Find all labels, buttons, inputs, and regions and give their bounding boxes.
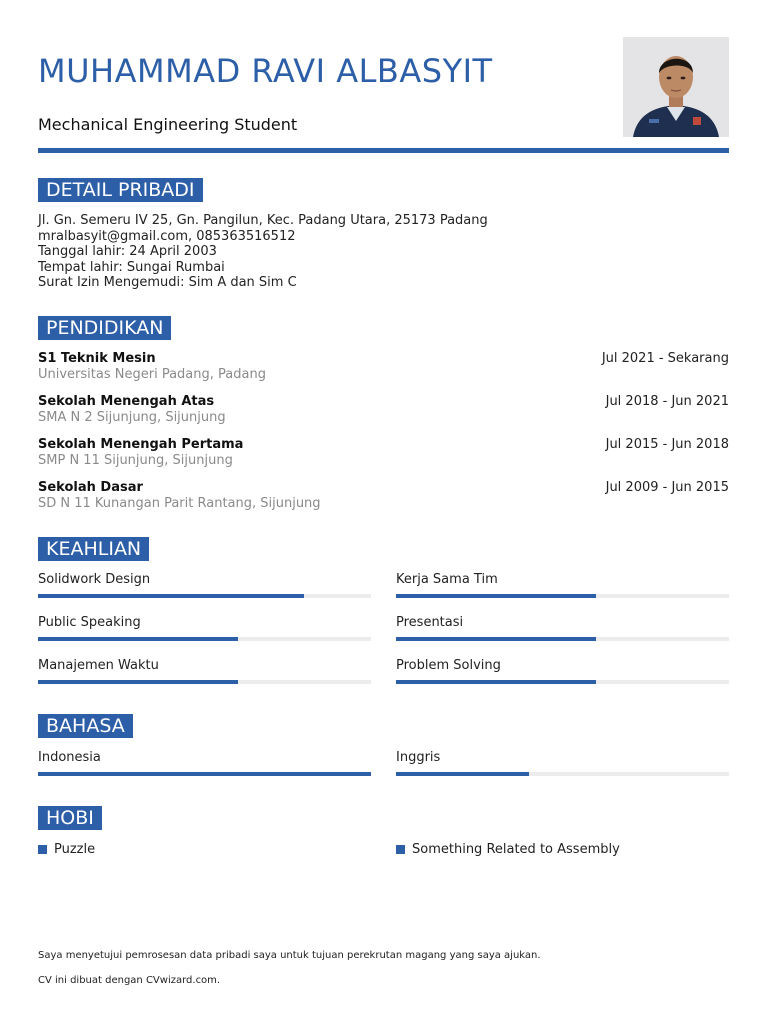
candidate-name: MUHAMMAD RAVI ALBASYIT xyxy=(38,52,493,90)
section-heading-languages: BAHASA xyxy=(38,714,133,738)
skill-bar xyxy=(38,637,371,641)
skill-bar-fill xyxy=(38,680,238,684)
skill-bar-fill xyxy=(396,680,596,684)
education-degree: Sekolah Menengah Atas xyxy=(38,394,215,409)
language-bar xyxy=(38,772,371,776)
section-heading-detail: DETAIL PRIBADI xyxy=(38,178,203,202)
detail-license: Surat Izin Mengemudi: Sim A dan Sim C xyxy=(38,275,297,290)
education-date: Jul 2018 - Jun 2021 xyxy=(605,394,729,409)
square-bullet-icon xyxy=(396,845,405,854)
candidate-title: Mechanical Engineering Student xyxy=(38,115,298,134)
skill-bar xyxy=(396,637,729,641)
skill-bar-fill xyxy=(38,637,238,641)
skill-bar-fill xyxy=(38,594,304,598)
square-bullet-icon xyxy=(38,845,47,854)
skill-label: Problem Solving xyxy=(396,658,501,673)
education-degree: Sekolah Menengah Pertama xyxy=(38,437,244,452)
hobby-item xyxy=(38,842,95,857)
detail-contact: mralbasyit@gmail.com, 085363516512 xyxy=(38,229,296,244)
detail-birthdate: Tanggal lahir: 24 April 2003 xyxy=(38,244,217,259)
skill-bar-fill xyxy=(396,637,596,641)
skill-label: Manajemen Waktu xyxy=(38,658,159,673)
skill-label: Solidwork Design xyxy=(38,572,151,587)
skill-bar-fill xyxy=(396,594,596,598)
education-school: SMP N 11 Sijunjung, Sijunjung xyxy=(38,453,233,468)
section-heading-skills: KEAHLIAN xyxy=(38,537,149,561)
section-heading-hobbies: HOBI xyxy=(38,806,102,830)
language-bar xyxy=(396,772,729,776)
language-bar-fill xyxy=(38,772,371,776)
education-date: Jul 2009 - Jun 2015 xyxy=(605,480,729,495)
language-label: Inggris xyxy=(396,750,441,765)
hobby-label: Something Related to Assembly xyxy=(412,842,620,857)
profile-photo xyxy=(623,37,729,137)
education-degree: Sekolah Dasar xyxy=(38,480,143,495)
language-label: Indonesia xyxy=(38,750,101,765)
education-school: SD N 11 Kunangan Parit Rantang, Sijunjung xyxy=(38,496,321,511)
header-divider xyxy=(38,148,729,153)
education-school: Universitas Negeri Padang, Padang xyxy=(38,367,266,382)
detail-birthplace: Tempat lahir: Sungai Rumbai xyxy=(38,260,225,275)
hobby-label: Puzzle xyxy=(54,842,96,857)
profile-photo-image xyxy=(623,37,729,137)
section-heading-education: PENDIDIKAN xyxy=(38,316,171,340)
skill-label: Public Speaking xyxy=(38,615,141,630)
hobby-item xyxy=(396,842,620,857)
skill-bar xyxy=(396,680,729,684)
skill-bar xyxy=(38,594,371,598)
education-degree: S1 Teknik Mesin xyxy=(38,351,156,366)
education-date: Jul 2015 - Jun 2018 xyxy=(605,437,729,452)
skill-bar xyxy=(396,594,729,598)
education-date: Jul 2021 - Sekarang xyxy=(601,351,729,366)
skill-label: Kerja Sama Tim xyxy=(396,572,498,587)
generator-credit: CV ini dibuat dengan CVwizard.com. xyxy=(38,975,221,986)
detail-address: Jl. Gn. Semeru IV 25, Gn. Pangilun, Kec. Padang Utara, 25173 Padang xyxy=(38,213,488,228)
skill-label: Presentasi xyxy=(396,615,464,630)
skill-bar xyxy=(38,680,371,684)
education-school: SMA N 2 Sijunjung, Sijunjung xyxy=(38,410,226,425)
language-bar-fill xyxy=(396,772,529,776)
consent-statement: Saya menyetujui pemrosesan data pribadi saya untuk tujuan perekrutan magang yang saya ajukan. xyxy=(38,950,541,961)
